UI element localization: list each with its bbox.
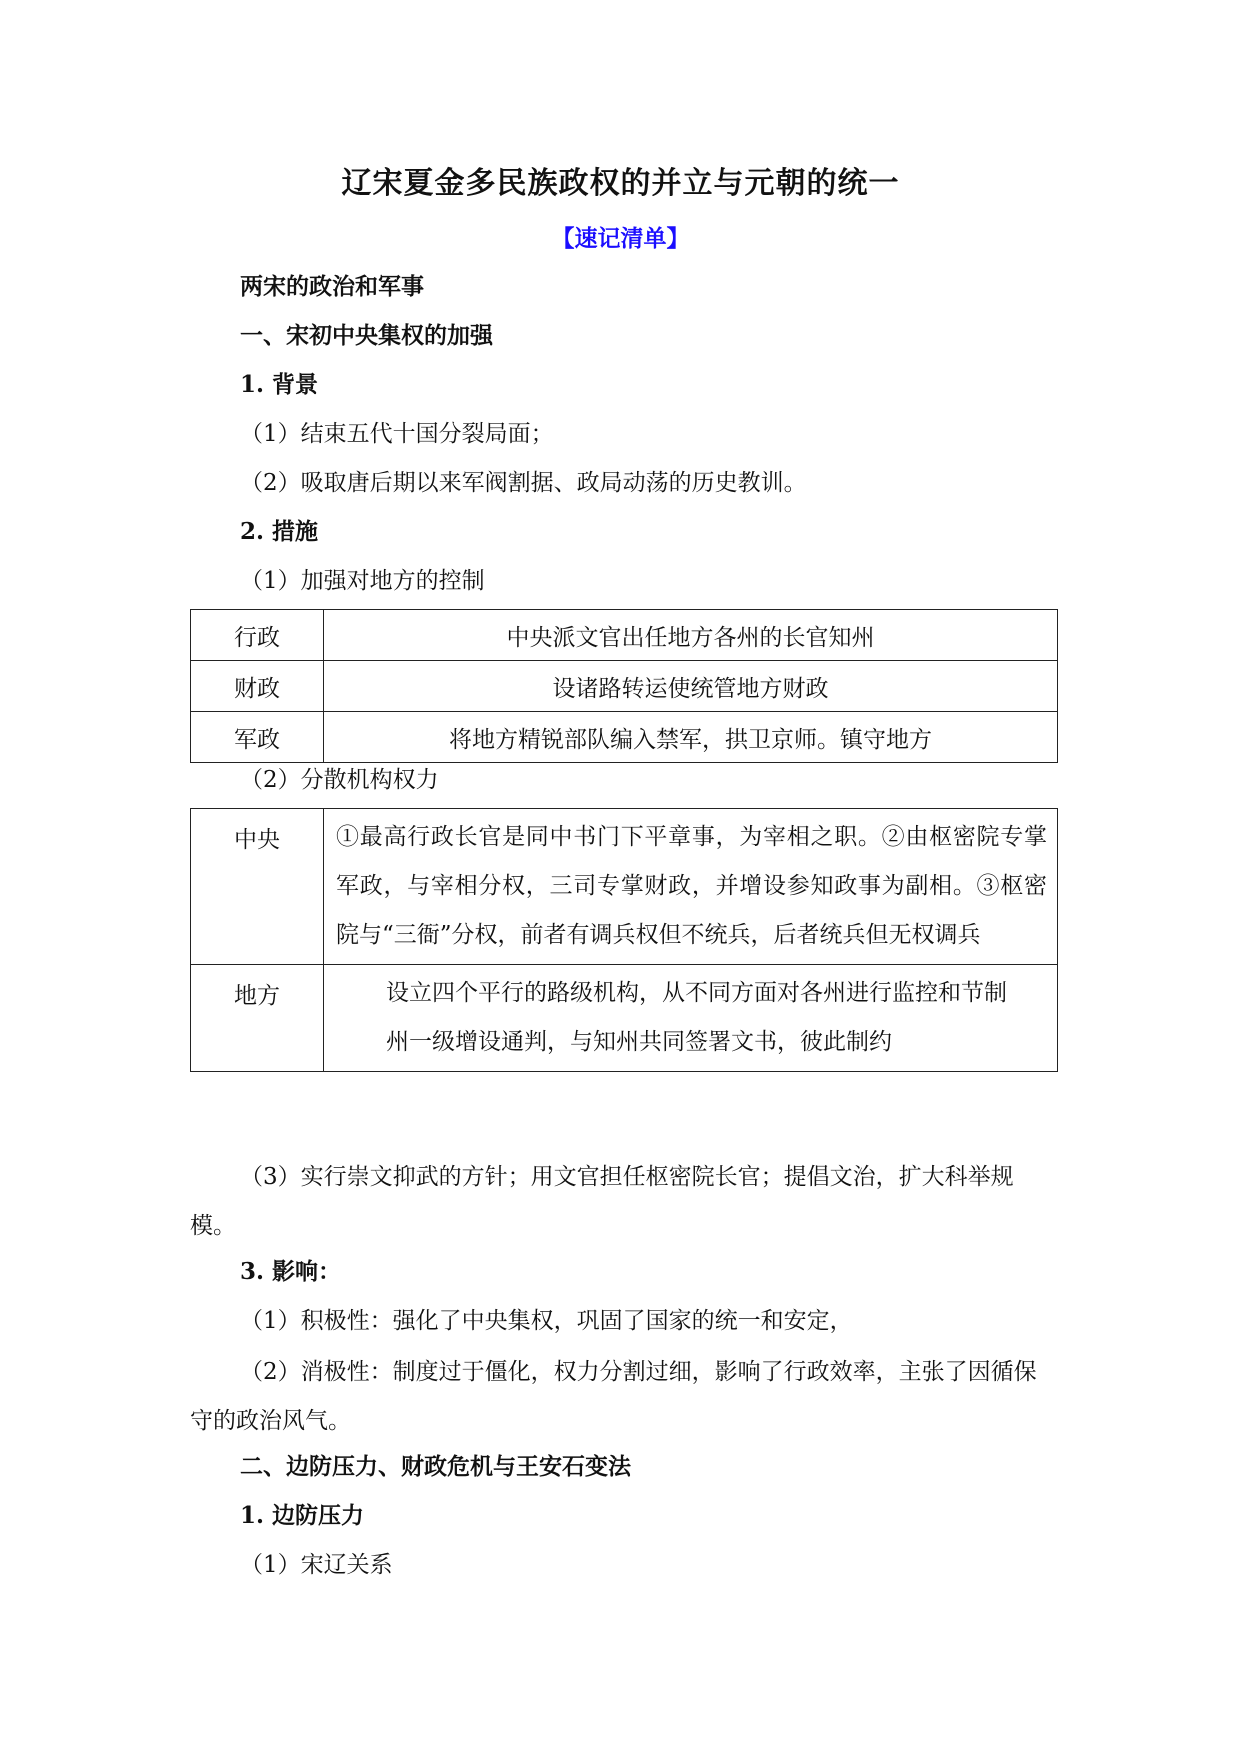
impact-item-2: （2）消极性：制度过于僵化，权力分割过细，影响了行政效率，主张了因循保守的政治风气。 — [190, 1359, 1037, 1434]
table-row — [191, 661, 1058, 712]
impact-heading: 3. 影响： — [240, 1258, 342, 1285]
local-value-line-1: 设立四个平行的路级机构，从不同方面对各州进行监控和节制 — [386, 980, 1007, 1006]
power-distribution-table — [190, 808, 1058, 1072]
measures-sub2: （2）分散机构权力 — [240, 767, 439, 793]
table-cell-value — [324, 965, 1058, 1072]
measures-sub1: （1）加强对地方的控制 — [240, 568, 485, 594]
measures-heading: 2. 措施 — [240, 518, 319, 545]
background-item-1: （1）结束五代十国分裂局面； — [240, 421, 554, 447]
section-heading: 两宋的政治和军事 — [240, 273, 424, 300]
background-heading: 1. 背景 — [240, 371, 319, 398]
table-cell-key: 地方 — [191, 965, 324, 1072]
part2-heading: 二、边防压力、财政危机与王安石变法 — [240, 1453, 631, 1480]
table-cell-key: 财政 — [191, 661, 324, 712]
table-row — [191, 712, 1058, 763]
measures-sub3: （3）实行崇文抑武的方针；用文官担任枢密院长官；提倡文治，扩大科举规模。 — [190, 1164, 1014, 1239]
table-cell-value: 将地方精锐部队编入禁军，拱卫京师。镇守地方 — [324, 712, 1058, 763]
document-title: 辽宋夏金多民族政权的并立与元朝的统一 — [341, 166, 900, 201]
table-row — [191, 809, 1058, 965]
local-value-line-2: 州一级增设通判，与知州共同签署文书，彼此制约 — [386, 1029, 892, 1055]
part2-sub-heading: 1. 边防压力 — [240, 1502, 365, 1529]
impact-item-1: （1）积极性：强化了中央集权，巩固了国家的统一和安定， — [240, 1308, 853, 1334]
table-cell-value: 中央派文官出任地方各州的长官知州 — [324, 610, 1058, 661]
local-control-table — [190, 609, 1058, 763]
table-row — [191, 610, 1058, 661]
table-cell-value: ①最高行政长官是同中书门下平章事，为宰相之职。②由枢密院专掌军政，与宰相分权，三司专掌财政，并增设参知政事为副相。③枢密院与“三衙”分权，前者有调兵权但不统兵，后者统兵但无权调兵 — [324, 809, 1058, 965]
table-cell-key: 中央 — [191, 809, 324, 965]
table-cell-key: 军政 — [191, 712, 324, 763]
document-subtitle: 【速记清单】 — [551, 225, 690, 252]
part2-item: （1）宋辽关系 — [240, 1552, 393, 1578]
background-item-2: （2）吸取唐后期以来军阀割据、政局动荡的历史教训。 — [240, 470, 807, 496]
table-cell-value: 设诸路转运使统管地方财政 — [324, 661, 1058, 712]
part1-heading: 一、宋初中央集权的加强 — [240, 322, 493, 349]
table-cell-key: 行政 — [191, 610, 324, 661]
table-row — [191, 965, 1058, 1072]
